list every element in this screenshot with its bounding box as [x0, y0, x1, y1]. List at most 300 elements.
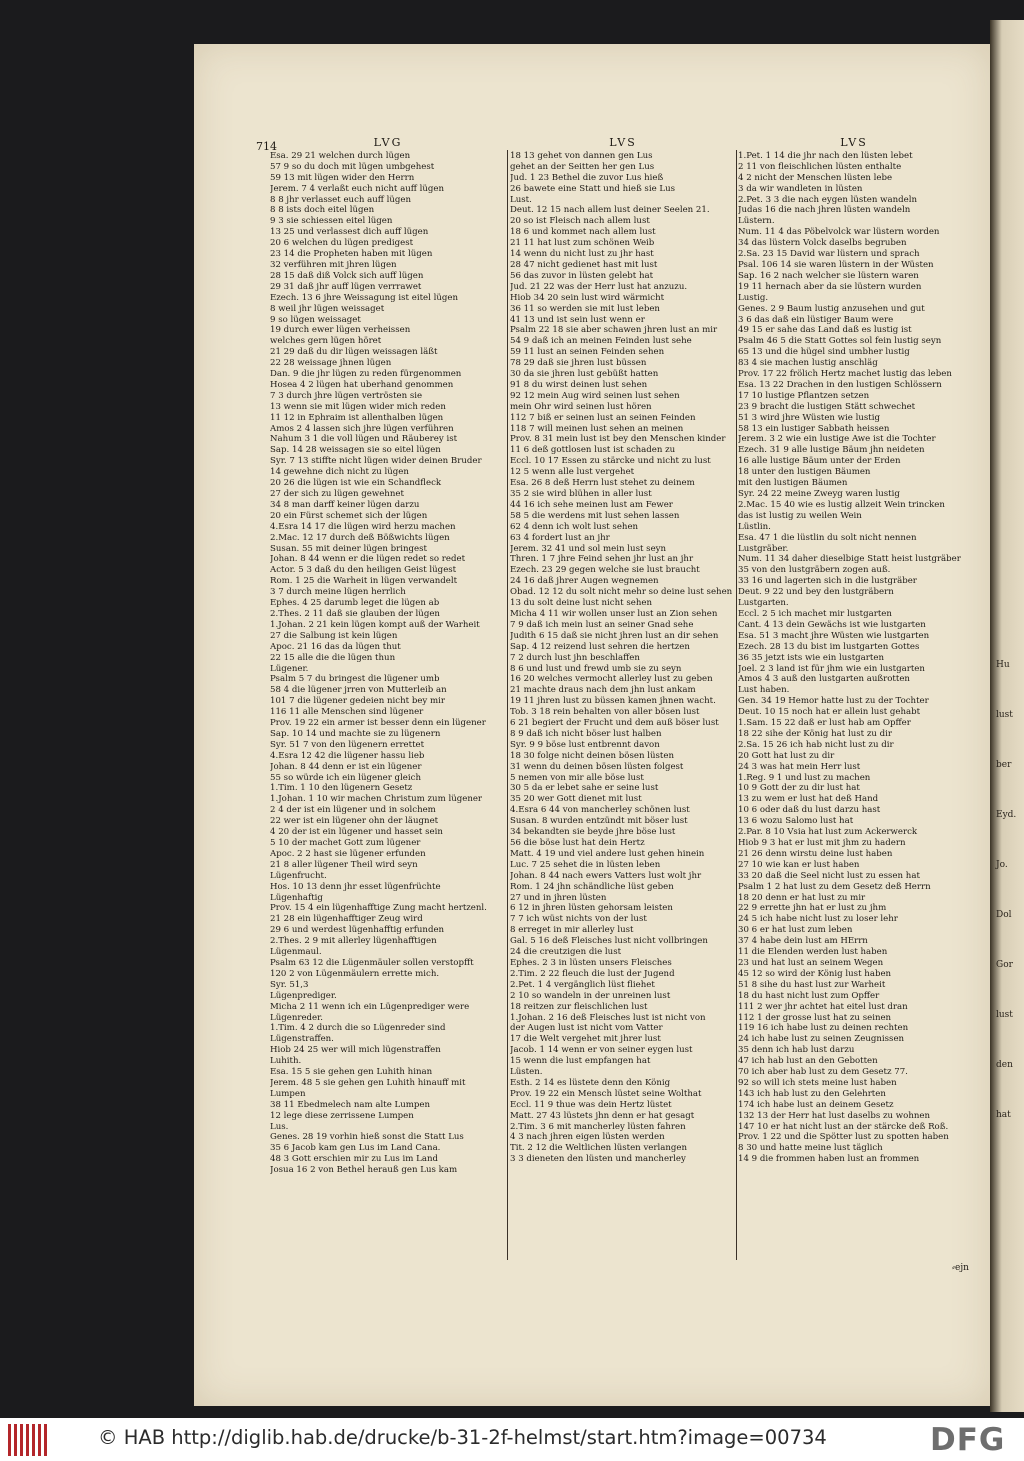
- index-entry: 2.Thes. 2 9 mit allerley lügenhafftigen: [270, 936, 437, 947]
- index-entry: 118 7 will meinen lust sehen an meinen: [510, 423, 684, 434]
- index-entry: 63 4 fordert lust an jhr: [510, 532, 610, 543]
- facing-page-fragment: ber: [996, 760, 1012, 770]
- index-entry: 2.Tim. 3 6 mit mancherley lüsten fahren: [510, 1121, 686, 1132]
- index-entry: 14 gewehne dich nicht zu lügen: [270, 467, 409, 478]
- index-entry: 1.Reg. 9 1 und lust zu machen: [738, 772, 871, 783]
- index-entry: Syr. 51,3: [270, 979, 309, 990]
- index-entry: Lüstlin.: [738, 521, 771, 532]
- index-entry: 1.Johan. 2 21 kein lügen kompt auß der Warheit: [270, 619, 480, 630]
- facing-page-fragment: Gor: [996, 960, 1013, 970]
- index-entry: 36 11 so werden sie mit lust leben: [510, 303, 660, 314]
- index-entry: 11 die Elenden werden lust haben: [738, 947, 888, 958]
- index-entry: Sap. 14 28 weissagen sie so eitel lügen: [270, 445, 441, 456]
- index-entry: welches gern lügen höret: [270, 336, 382, 347]
- index-entry: 119 16 ich habe lust zu deinen rechten: [738, 1023, 909, 1034]
- index-entry: 21 8 aller lügener Theil wird seyn: [270, 859, 418, 870]
- index-entry: 22 9 errette jhn hat er lust zu jhm: [738, 903, 887, 914]
- index-entry: 18 du hast nicht lust zum Opffer: [738, 990, 880, 1001]
- index-entry: Prov. 19 22 ein Mensch lüstet seine Wolthat: [510, 1088, 702, 1099]
- index-entry: 9 3 sie schiessen eitel lügen: [270, 216, 393, 227]
- index-entry: 35 von den lustgräbern zogen auß.: [738, 565, 891, 576]
- index-entry: Joel. 2 3 land ist für jhm wie ein lustgarten: [738, 663, 925, 674]
- index-entry: 2.Pet. 3 3 die nach eygen lüsten wandeln: [738, 194, 917, 205]
- index-entry: 49 15 er sahe das Land daß es lustig ist: [738, 325, 912, 336]
- index-entry: Psalm 5 7 du bringest die lügener umb: [270, 674, 440, 685]
- index-entry: das ist lustig zu weilen Wein: [738, 510, 862, 521]
- page-number: 714: [256, 140, 277, 153]
- index-entry: Susan. 8 wurden entzündt mit böser lust: [510, 816, 688, 827]
- index-entry: 19 durch ewer lügen verheissen: [270, 325, 411, 336]
- index-entry: Syr. 9 9 böse lust entbrennt davon: [510, 739, 660, 750]
- index-entry: 8 weil jhr lügen weissaget: [270, 303, 385, 314]
- index-entry: 58 4 die lügener jrren von Mutterleib an: [270, 685, 447, 696]
- index-entry: Ephes. 2 3 in lüsten unsers Fleisches: [510, 957, 672, 968]
- index-entry: Ezech. 23 29 gegen welche sie lust braucht: [510, 565, 700, 576]
- index-entry: Prov. 19 22 ein armer ist besser denn ein lügener: [270, 718, 486, 729]
- index-entry: Hosea 4 2 lügen hat uberhand genommen: [270, 379, 454, 390]
- index-entry: Num. 11 4 das Pöbelvolck war lüstern worden: [738, 227, 940, 238]
- index-entry: 4.Esra 6 44 von mancherley schönen lust: [510, 805, 690, 816]
- index-entry: Judith 6 15 daß sie nicht jhren lust an dir sehen: [510, 630, 719, 641]
- index-entry: Lust.: [510, 194, 532, 205]
- index-entry: 51 3 wird jhre Wüsten wie lustig: [738, 412, 880, 423]
- column-1: [270, 138, 506, 1263]
- index-entry: 8 8 jhr verlasset euch auff lügen: [270, 194, 412, 205]
- index-entry: Eccl. 2 5 ich machet mir lustgarten: [738, 608, 892, 619]
- index-entry: Matt. 4 19 und viel andere lust gehen hinein: [510, 848, 705, 859]
- index-entry: Lustgarten.: [738, 598, 789, 609]
- index-entry: 4 2 nicht der Menschen lüsten lebe: [738, 172, 893, 183]
- index-entry: 22 28 weissage jhnen lügen: [270, 358, 392, 369]
- index-entry: 17 10 lustige Pflantzen setzen: [738, 390, 870, 401]
- index-entry: 58 13 ein lustiger Sabbath heissen: [738, 423, 890, 434]
- index-entry: Prov. 8 31 mein lust ist bey den Menschen kinder: [510, 434, 726, 445]
- index-entry: 2.Sa. 15 26 ich hab nicht lust zu dir: [738, 739, 894, 750]
- index-entry: 3 3 dieneten den lüsten und mancherley: [510, 1154, 686, 1165]
- index-entry: Lügenstraffen.: [270, 1034, 334, 1045]
- index-entry: Lügenhaftig: [270, 892, 323, 903]
- index-entry: 31 wenn du deinen bösen lüsten folgest: [510, 761, 684, 772]
- index-entry: 35 denn ich hab lust darzu: [738, 1045, 855, 1056]
- facing-page-fragment: den: [996, 1060, 1013, 1070]
- index-entry: 2 11 von fleischlichen lüsten enthalte: [738, 161, 902, 172]
- index-entry: 101 7 die lügener gedeien nicht bey mir: [270, 696, 446, 707]
- index-entry: 21 28 ein lügenhafftiger Zeug wird: [270, 914, 423, 925]
- index-entry: 1.Tim. 1 10 den lügenern Gesetz: [270, 783, 413, 794]
- index-entry: Esth. 2 14 es lüstete denn den König: [510, 1077, 671, 1088]
- index-entry: Ephes. 4 25 darumb leget die lügen ab: [270, 598, 440, 609]
- index-entry: 45 12 so wird der König lust haben: [738, 968, 892, 979]
- index-entry: 10 6 oder daß du lust darzu hast: [738, 805, 881, 816]
- index-entry: 174 ich habe lust an deinem Gesetz: [738, 1099, 894, 1110]
- index-entry: 14 9 die frommen haben lust an frommen: [738, 1154, 920, 1165]
- index-entry: Jud. 21 22 was der Herr lust hat anzuzu.: [510, 281, 688, 292]
- index-entry: 17 die Welt vergehet mit jhrer lust: [510, 1034, 661, 1045]
- index-entry: 2.Mac. 15 40 wie es lustig allzeit Wein trincken: [738, 499, 945, 510]
- index-entry: 111 2 wer jhr achtet hat eitel lust dran: [738, 1001, 908, 1012]
- index-entry: Lust haben.: [738, 685, 790, 696]
- index-entry: Lumpen: [270, 1088, 306, 1099]
- index-entry: 70 ich aber hab lust zu dem Gesetz 77.: [738, 1067, 908, 1078]
- index-entry: 143 ich hab lust zu den Gelehrten: [738, 1088, 886, 1099]
- column-heading: LVS: [609, 138, 637, 149]
- index-entry: Gal. 5 16 deß Fleisches lust nicht vollbringen: [510, 936, 708, 947]
- index-entry: Micha 2 11 wenn ich ein Lügenprediger were: [270, 1001, 470, 1012]
- index-entry: Sap. 10 14 und machte sie zu lügenern: [270, 728, 441, 739]
- index-entry: 15 wenn die lust empfangen hat: [510, 1056, 651, 1067]
- index-entry: Johan. 8 44 denn er ist ein lügener: [270, 761, 422, 772]
- index-entry: Syr. 7 13 stiffte nicht lügen wider deinen Bruder: [270, 456, 482, 467]
- index-entry: mein Ohr wird seinen lust hören: [510, 401, 652, 412]
- index-entry: Sap. 16 2 nach welcher sie lüstern waren: [738, 270, 919, 281]
- index-entry: 28 47 nicht gedienet hast mit lust: [510, 259, 658, 270]
- index-entry: Syr. 24 22 meine Zweyg waren lustig: [738, 489, 900, 499]
- index-entry: 6 21 begiert der Frucht und dem auß böser lust: [510, 718, 719, 729]
- index-entry: Prov. 1 22 und die Spötter lust zu spotten haben: [738, 1132, 949, 1143]
- index-entry: Eccl. 11 9 thue was dein Hertz lüstet: [510, 1099, 672, 1110]
- index-entry: 7 9 daß ich mein lust an seiner Gnad sehe: [510, 619, 694, 630]
- index-entry: 4.Esra 12 42 die lügener hassu lieb: [270, 750, 425, 761]
- index-entry: Jud. 1 23 Bethel die zuvor Lus hieß: [510, 172, 664, 183]
- index-entry: 2 10 so wandeln in der unreinen lust: [510, 990, 671, 1001]
- index-entry: Ezech. 28 13 du bist im lustgarten Gottes: [738, 641, 920, 652]
- index-entry: 120 2 von Lügenmäulern errette mich.: [270, 968, 440, 979]
- index-entry: 23 und hat lust an seinem Wegen: [738, 957, 884, 968]
- index-entry: Luhith.: [270, 1056, 302, 1067]
- facing-page-fragment: hat: [996, 1110, 1011, 1120]
- index-entry: 12 lege diese zerrissene Lumpen: [270, 1110, 414, 1121]
- index-entry: Esa. 26 8 deß Herrn lust stehet zu deinem: [510, 478, 695, 489]
- index-entry: 59 11 lust an seinen Feinden sehen: [510, 347, 665, 358]
- index-entry: Jerem. 32 41 und sol mein lust seyn: [510, 543, 667, 554]
- index-entry: Matt. 27 43 lüstets jhn denn er hat gesagt: [510, 1110, 695, 1121]
- index-entry: 37 4 habe dein lust am HErrn: [738, 936, 868, 947]
- index-entry: 54 9 daß ich an meinen Feinden lust sehe: [510, 336, 692, 347]
- index-entry: 3 da wir wandleten in lüsten: [738, 183, 863, 194]
- index-entry: 9 so lügen weissaget: [270, 314, 361, 325]
- index-entry: Apoc. 21 16 das da lügen thut: [270, 641, 401, 652]
- index-entry: Jerem. 3 2 wie ein lustige Awe ist die Tochter: [738, 434, 936, 445]
- index-entry: 29 6 und werdest lügenhafftig erfunden: [270, 925, 445, 936]
- column-heading: LVS: [840, 138, 868, 149]
- index-entry: 2.Tim. 2 22 fleuch die lust der Jugend: [510, 968, 675, 979]
- index-entry: 44 16 ich sehe meinen lust am Fewer: [510, 499, 673, 510]
- index-entry: Micha 4 11 wir wollen unser lust an Zion sehen: [510, 608, 718, 619]
- index-entry: 8 9 daß ich nicht böser lust halben: [510, 728, 662, 739]
- index-entry: 16 20 welches vermocht allerley lust zu geben: [510, 674, 713, 685]
- index-entry: 3 6 das daß ein lüstiger Baum were: [738, 314, 894, 325]
- index-entry: Obad. 12 12 du solt nicht mehr so deine lust sehen: [510, 587, 733, 598]
- index-entry: 24 die creutzigen die lust: [510, 947, 622, 958]
- index-entry: Apoc. 2 2 hast sie lügener erfunden: [270, 848, 426, 859]
- index-entry: 2.Par. 8 10 Vsia hat lust zum Ackerwerck: [738, 827, 918, 838]
- index-entry: 13 25 und verlassest dich auff lügen: [270, 227, 429, 238]
- index-entry: Esa. 13 22 Drachen in den lustigen Schlössern: [738, 379, 942, 390]
- index-entry: 19 11 jhren lust zu büssen kamen jhnen wacht.: [510, 696, 716, 707]
- index-entry: Johan. 8 44 wenn er die lügen redet so redet: [270, 554, 466, 565]
- index-entry: 35 20 wer Gott dienet mit lust: [510, 794, 642, 805]
- index-entry: Psalm 22 18 sie aber schawen jhren lust an mir: [510, 325, 718, 336]
- facing-page-fragment: Eyd.: [996, 810, 1017, 820]
- index-entry: 1.Tim. 4 2 durch die so Lügenreder sind: [270, 1023, 446, 1034]
- index-entry: Lügenreder.: [270, 1012, 324, 1023]
- index-entry: Johan. 8 44 nach ewers Vatters lust wolt jhr: [510, 870, 702, 881]
- index-entry: 24 ich habe lust zu seinen Zeugnissen: [738, 1034, 905, 1045]
- index-entry: 22 wer ist ein lügener ohn der läugnet: [270, 816, 439, 827]
- index-entry: 30 5 da er lebet sahe er seine lust: [510, 783, 659, 794]
- index-entry: 24 16 daß jhrer Augen wegnemen: [510, 576, 659, 587]
- index-entry: Rom. 1 24 jhn schändliche lüst geben: [510, 881, 674, 892]
- index-entry: 34 das lüstern Volck daselbs begruben: [738, 238, 907, 249]
- index-entry: 23 9 bracht die lustigen Stätt schwechet: [738, 401, 916, 412]
- index-entry: Hos. 10 13 denn jhr esset lügenfrüchte: [270, 881, 441, 892]
- index-entry: 92 so will ich stets meine lust haben: [738, 1077, 897, 1088]
- index-entry: Eccl. 10 17 Essen zu stärcke und nicht zu lust: [510, 456, 711, 467]
- index-entry: 83 4 sie machen lustig anschläg: [738, 358, 878, 369]
- index-entry: 18 unter den lustigen Bäumen: [738, 467, 871, 478]
- index-entry: Tit. 2 12 die Weltlichen lüsten verlangen: [510, 1143, 688, 1154]
- index-entry: Esa. 51 3 macht jhre Wüsten wie lustgarten: [738, 630, 930, 641]
- facing-page-fragment: Jo.: [996, 860, 1008, 870]
- index-entry: Psal. 106 14 sie waren lüstern in der Wüsten: [738, 259, 934, 270]
- facing-page-fragment: Dol: [996, 910, 1012, 920]
- index-entry: Amos 4 3 auß den lustgarten außrotten: [738, 674, 910, 685]
- index-entry: der Augen lust ist nicht vom Vatter: [510, 1023, 663, 1034]
- index-entry: Lustig.: [738, 292, 769, 303]
- index-entry: 91 8 du wirst deinen lust sehen: [510, 379, 648, 390]
- index-entry: 5 nemen von mir alle böse lust: [510, 772, 644, 783]
- index-entry: 18 30 folge nicht deinen bösen lüsten: [510, 750, 674, 761]
- index-entry: 92 12 mein Aug wird seinen lust sehen: [510, 390, 680, 401]
- index-entry: Jerem. 7 4 verlaßt euch nicht auff lügen: [270, 183, 444, 194]
- facing-page-edge: [990, 20, 1024, 1412]
- index-entry: Deut. 9 22 und bey den lustgräbern: [738, 587, 894, 598]
- index-entry: 33 20 daß die Seel nicht lust zu essen hat: [738, 870, 920, 881]
- footer-copyright-link[interactable]: © HAB http://diglib.hab.de/drucke/b-31-2f-helmst/start.htm?image=00734: [98, 1426, 827, 1449]
- index-entry: Esa. 15 5 sie gehen gen Luhith hinan: [270, 1067, 433, 1078]
- index-entry: Josua 16 2 von Bethel herauß gen Lus kam: [270, 1165, 458, 1176]
- index-entry: 8 30 und hatte meine lust täglich: [738, 1143, 883, 1154]
- index-entry: 18 20 denn er hat lust zu mir: [738, 892, 866, 903]
- index-entry: 27 und in jhren lüsten: [510, 892, 607, 903]
- index-entry: 21 29 daß du dir lügen weissagen läßt: [270, 347, 438, 358]
- index-entry: Lügener.: [270, 663, 309, 674]
- index-entry: 2.Sa. 23 15 David war lüstern und sprach: [738, 249, 920, 260]
- index-entry: 2.Mac. 12 17 durch deß Bößwichts lügen: [270, 532, 450, 543]
- hab-logo-icon[interactable]: [8, 1424, 48, 1456]
- index-entry: 18 13 gehet von dannen gen Lus: [510, 150, 653, 161]
- index-entry: 51 8 sihe du hast lust zur Warheit: [738, 979, 886, 990]
- index-entry: 62 4 denn ich wolt lust sehen: [510, 521, 639, 532]
- index-entry: Hiob 9 3 hat er lust mit jhm zu hadern: [738, 838, 906, 848]
- index-entry: 13 wenn sie mit lügen wider mich reden: [270, 401, 446, 412]
- index-entry: 147 10 er hat nicht lust an der stärcke deß Roß.: [738, 1121, 949, 1132]
- index-entry: 56 das zuvor in lüsten gelebt hat: [510, 270, 654, 281]
- index-entry: Syr. 51 7 von den lügenern errettet: [270, 739, 425, 750]
- column-rule: [736, 150, 737, 1260]
- index-entry: Deut. 10 15 noch hat er allein lust gehabt: [738, 707, 921, 718]
- index-entry: Lügenprediger.: [270, 990, 337, 1001]
- index-entry: Actor. 5 3 daß du den heiligen Geist lügest: [270, 565, 457, 576]
- index-entry: Lüstern.: [738, 216, 775, 227]
- index-entry: Lus.: [270, 1121, 289, 1132]
- index-entry: 30 6 er hat lust zum leben: [738, 925, 853, 936]
- index-entry: 24 3 was hat mein Herr lust: [738, 761, 861, 772]
- index-entry: mit den lustigen Bäumen: [738, 478, 848, 489]
- index-entry: 4 20 der ist ein lügener und hasset sein: [270, 827, 443, 838]
- index-entry: Lustgräber.: [738, 543, 789, 554]
- index-entry: 21 machte draus nach dem jhn lust ankam: [510, 685, 696, 696]
- index-entry: 24 5 ich habe nicht lust zu loser lehr: [738, 914, 898, 925]
- facing-page-fragment: lust: [996, 710, 1013, 720]
- index-entry: 29 31 daß jhr auff lügen verrrawet: [270, 281, 422, 292]
- index-entry: 34 8 man darff keiner lügen darzu: [270, 499, 420, 510]
- index-entry: 13 6 wozu Salomo lust hat: [738, 816, 854, 827]
- index-entry: 59 13 mit lügen wider den Herrn: [270, 172, 415, 183]
- index-entry: 11 6 deß gottlosen lust ist schaden zu: [510, 445, 676, 456]
- index-entry: Luc. 7 25 sehet die in lüsten leben: [510, 859, 661, 870]
- index-entry: 2.Thes. 2 11 daß sie glauben der lügen: [270, 608, 440, 619]
- index-entry: 18 reitzen zur fleischlichen lust: [510, 1001, 648, 1012]
- index-entry: Gen. 34 19 Hemor hatte lust zu der Tochter: [738, 696, 929, 707]
- index-entry: 1.Johan. 2 16 deß Fleisches lust ist nicht von: [510, 1012, 706, 1023]
- index-entry: 27 10 wie kan er lust haben: [738, 859, 860, 870]
- index-entry: Susan. 55 mit deiner lügen bringest: [270, 543, 427, 554]
- index-entry: 20 26 die lügen ist wie ein Schandfleck: [270, 478, 442, 489]
- index-entry: 27 der sich zu lügen gewehnet: [270, 489, 404, 499]
- index-entry: 7 2 durch lust jhn beschlaffen: [510, 652, 640, 663]
- index-entry: 7 7 ich wüst nichts von der lust: [510, 914, 647, 925]
- index-entry: 33 16 und lagerten sich in die lustgräber: [738, 576, 917, 587]
- index-entry: 2 4 der ist ein lügener und in solchem: [270, 805, 436, 816]
- index-entry: 41 13 und ist sein lust wenn er: [510, 314, 645, 325]
- index-entry: 55 so würde ich ein lügener gleich: [270, 772, 421, 783]
- index-entry: 22 15 alle die die lügen thun: [270, 652, 396, 663]
- index-entry: gehet an der Seitten her gen Lus: [510, 161, 655, 172]
- index-entry: Judas 16 die nach jhren lüsten wandeln: [738, 205, 911, 216]
- index-entry: 20 6 welchen du lügen predigest: [270, 238, 414, 249]
- index-entry: 5 10 der machet Gott zum lügener: [270, 838, 421, 848]
- index-entry: 38 11 Ebedmelech nam alte Lumpen: [270, 1099, 431, 1110]
- index-entry: Dan. 9 die jhr lügen zu reden fürgenommen: [270, 369, 462, 380]
- index-entry: 30 da sie jhren lust gebüßt hatten: [510, 369, 659, 380]
- column-2: [510, 138, 736, 1263]
- index-entry: 48 3 Gott erschien mir zu Lus im Land: [270, 1154, 439, 1165]
- index-entry: 112 7 biß er seinen lust an seinen Feinden: [510, 412, 696, 423]
- index-entry: Psalm 46 5 die Statt Gottes sol fein lustig seyn: [738, 336, 942, 347]
- footer-bar: [0, 1418, 1024, 1461]
- dfg-logo[interactable]: DFG: [930, 1422, 1006, 1458]
- index-entry: 116 11 alle Menschen sind lügener: [270, 707, 424, 718]
- index-entry: Jerem. 48 5 sie gehen gen Luhith hinauff mit: [270, 1077, 466, 1088]
- column-3: [738, 138, 970, 1263]
- index-entry: 35 6 Jacob kam gen Lus im Land Cana.: [270, 1143, 441, 1154]
- index-entry: Genes. 2 9 Baum lustig anzusehen und gut: [738, 303, 925, 314]
- index-entry: Hiob 24 25 wer will mich lügenstraffen: [270, 1045, 441, 1056]
- index-entry: 16 alle lustige Bäum unter der Erden: [738, 456, 901, 467]
- index-entry: Deut. 12 15 nach allem lust deiner Seelen 21.: [510, 205, 710, 216]
- facing-page-fragment: lust: [996, 1010, 1013, 1020]
- column-heading: LVG: [373, 138, 403, 149]
- index-entry: 8 6 und lust und frewd umb sie zu seyn: [510, 663, 682, 674]
- index-entry: Esa. 47 1 die lüstlin du solt nicht nennen: [738, 532, 917, 543]
- index-entry: 36 35 jetzt ists wie ein lustgarten: [738, 652, 884, 663]
- index-entry: 2.Pet. 1 4 vergänglich lüst fliehet: [510, 979, 655, 990]
- index-entry: Nahum 3 1 die voll lügen und Räuberey ist: [270, 434, 458, 445]
- index-entry: Cant. 4 13 dein Gewächs ist wie lustgarten: [738, 619, 926, 630]
- index-entry: Genes. 28 19 vorhin hieß sonst die Statt Lus: [270, 1132, 464, 1143]
- index-entry: 47 ich hab lust an den Gebotten: [738, 1056, 878, 1067]
- index-entry: Prov. 15 4 ein lügenhafftige Zung macht hertzenl.: [270, 903, 487, 914]
- index-entry: Hiob 34 20 sein lust wird wärmicht: [510, 292, 665, 303]
- index-entry: Lügenmaul.: [270, 947, 322, 958]
- index-entry: 35 2 sie wird blühen in aller lust: [510, 489, 652, 499]
- index-entry: 23 14 die Propheten haben mit lügen: [270, 249, 433, 260]
- index-entry: Lügenfrucht.: [270, 870, 327, 881]
- index-entry: 34 bekandten sie beyde jhre böse lust: [510, 827, 676, 838]
- catchword: ⸗ejn: [952, 1263, 969, 1273]
- index-entry: 57 9 so du doch mit lügen umbgehest: [270, 161, 435, 172]
- index-entry: 20 so ist Fleisch nach allem lust: [510, 216, 650, 227]
- index-entry: 12 5 wenn alle lust vergehet: [510, 467, 635, 478]
- index-entry: Num. 11 34 daher dieselbige Statt heist lustgräber: [738, 554, 961, 565]
- index-entry: 6 12 in jhren lüsten gehorsam leisten: [510, 903, 673, 914]
- index-entry: Ezech. 31 9 alle lustige Bäum jhn neideten: [738, 445, 925, 456]
- index-entry: 132 13 der Herr hat lust daselbs zu wohnen: [738, 1110, 931, 1121]
- index-entry: Psalm 63 12 die Lügenmäuler sollen verstopfft: [270, 957, 474, 968]
- index-entry: Ezech. 13 6 jhre Weissagung ist eitel lügen: [270, 292, 459, 303]
- column-rule: [507, 150, 508, 1260]
- index-entry: 3 7 durch meine lügen herrlich: [270, 587, 406, 598]
- index-entry: Thren. 1 7 jhre Feind sehen jhr lust an jhr: [510, 554, 694, 565]
- index-entry: 21 11 hat lust zum schönen Weib: [510, 238, 655, 249]
- index-entry: 27 die Salbung ist kein lügen: [270, 630, 398, 641]
- index-entry: 13 du solt deine lust nicht sehen: [510, 598, 652, 609]
- index-entry: 65 13 und die hügel sind umbher lustig: [738, 347, 910, 358]
- index-entry: 21 26 denn wirstu deine lust haben: [738, 848, 893, 859]
- index-entry: 32 verführen mit jhren lügen: [270, 259, 397, 270]
- index-entry: Esa. 29 21 welchen durch lügen: [270, 150, 411, 161]
- index-entry: 20 ein Fürst schemet sich der lügen: [270, 510, 428, 521]
- index-entry: 1.Sam. 15 22 daß er lust hab am Opffer: [738, 718, 911, 729]
- index-entry: 28 15 daß diß Volck sich auff lügen: [270, 270, 424, 281]
- index-entry: 14 wenn du nicht lust zu jhr hast: [510, 249, 654, 260]
- index-entry: Tob. 3 18 rein behalten von aller bösen lust: [510, 707, 700, 718]
- index-entry: 20 Gott hat lust zu dir: [738, 750, 835, 761]
- index-entry: Rom. 1 25 die Warheit in lügen verwandelt: [270, 576, 458, 587]
- index-entry: Amos 2 4 lassen sich jhre lügen verführen: [270, 423, 454, 434]
- index-entry: 7 3 durch jhre lügen vertrösten sie: [270, 390, 423, 401]
- index-entry: 19 11 hernach aber da sie lüstern wurden: [738, 281, 922, 292]
- facing-page-fragment: Hu: [996, 660, 1010, 670]
- index-entry: 56 die böse lust hat dein Hertz: [510, 838, 645, 848]
- index-entry: 18 22 sihe der König hat lust zu dir: [738, 728, 893, 739]
- index-entry: 8 8 ists doch eitel lügen: [270, 205, 375, 216]
- index-entry: Jacob. 1 14 wenn er von seiner eygen lust: [510, 1045, 693, 1056]
- index-entry: 26 bawete eine Statt und hieß sie Lus: [510, 183, 676, 194]
- index-entry: Sap. 4 12 reizend lust sehren die hertzen: [510, 641, 690, 652]
- index-entry: 8 erreget in mir allerley lust: [510, 925, 634, 936]
- index-entry: 1.Pet. 1 14 die jhr nach den lüsten lebet: [738, 150, 913, 161]
- index-entry: 1.Johan. 1 10 wir machen Christum zum lügener: [270, 794, 483, 805]
- index-entry: 10 9 Gott der zu dir lust hat: [738, 783, 860, 794]
- index-entry: 4 3 nach jhren eigen lüsten werden: [510, 1132, 665, 1143]
- index-entry: 11 12 in Ephraim ist allenthalben lügen: [270, 412, 444, 423]
- index-entry: Psalm 1 2 hat lust zu dem Gesetz deß Herrn: [738, 881, 931, 892]
- index-entry: 58 5 die werdens mit lust sehen lassen: [510, 510, 680, 521]
- index-entry: 78 29 daß sie jhren lust büssen: [510, 358, 647, 369]
- index-entry: Prov. 17 22 frölich Hertz machet lustig das leben: [738, 369, 952, 380]
